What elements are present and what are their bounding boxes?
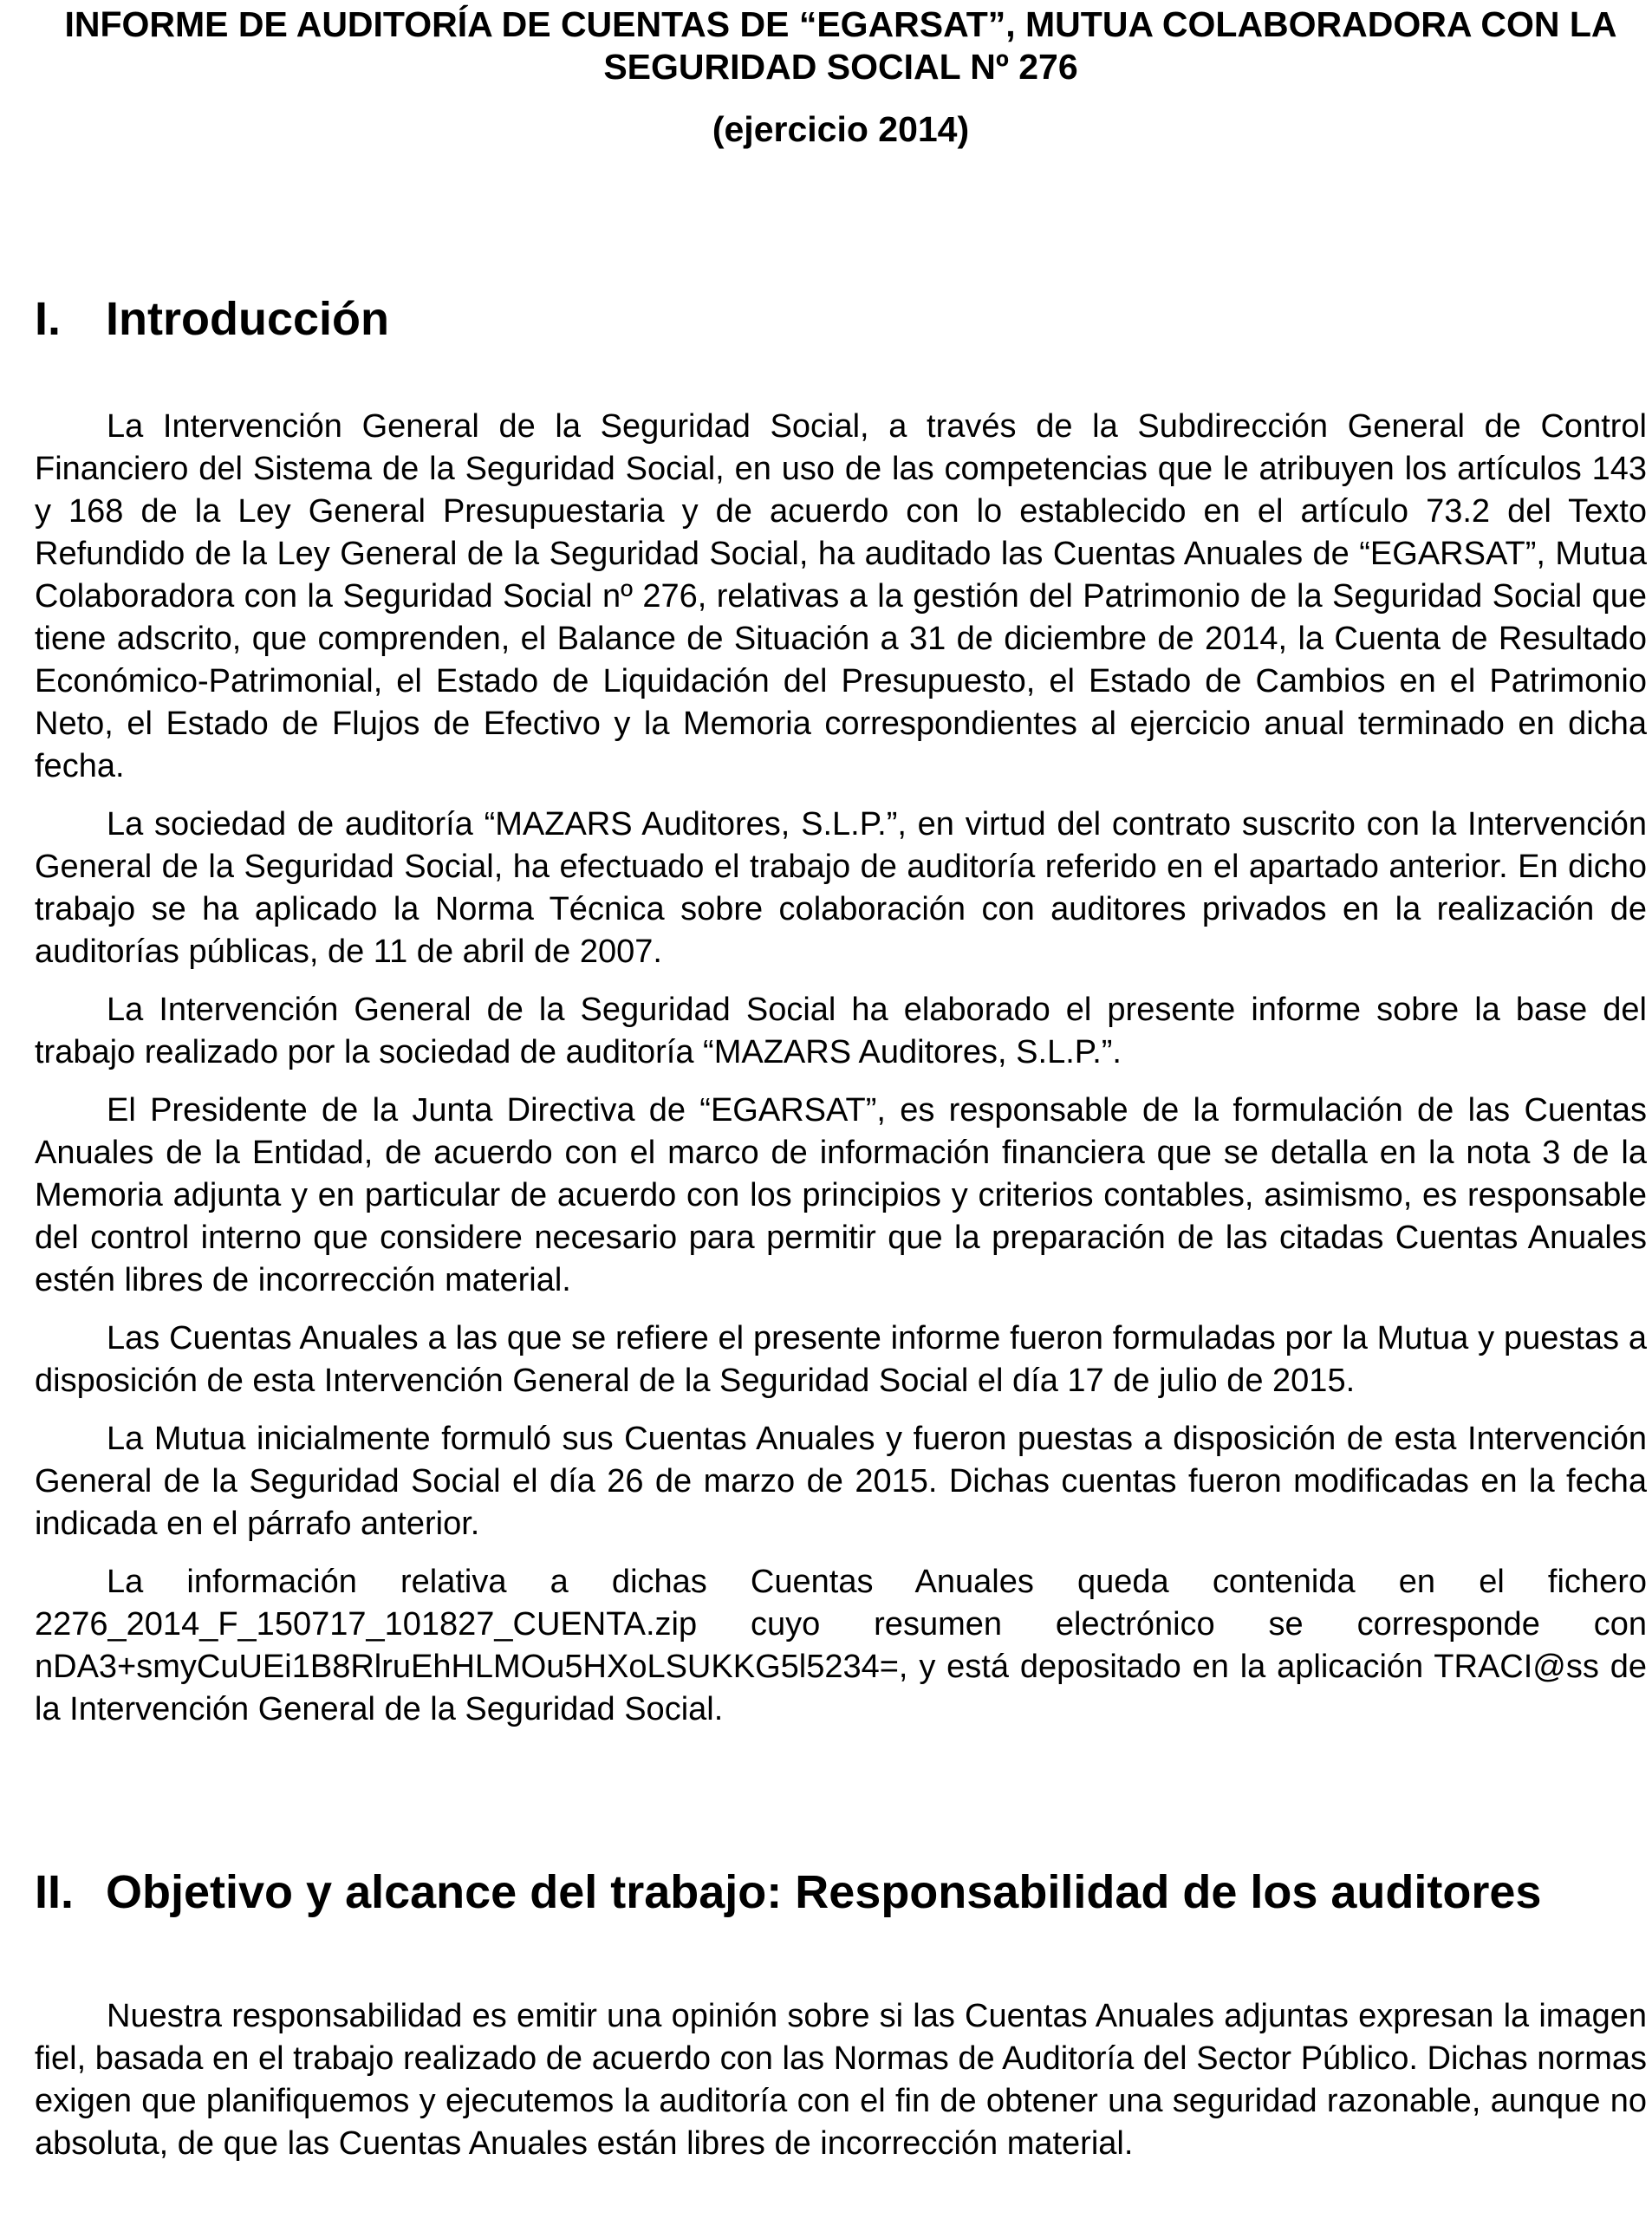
section-body-objetivo-alcance: [35, 1995, 1647, 2165]
document-page: [35, 0, 1647, 2181]
document-subtitle: (ejercicio 2014): [712, 109, 970, 149]
paragraph: Las Cuentas Anuales a las que se refiere el presente informe fueron formuladas por la Mutua y puestas a disposición de esta Intervención General de la Seguridad Social el día 17 de julio de 2015.: [35, 1320, 1647, 1399]
section-heading-objetivo-alcance: [35, 1864, 1647, 1920]
paragraph: La Mutua inicialmente formuló sus Cuentas Anuales y fueron puestas a disposición de esta Intervención General de la Seguridad Social el día 26 de marzo de 2015. Dichas cuentas fueron modificadas en la fecha indicada en el párrafo anterior.: [35, 1421, 1647, 1542]
section-body-introduccion: [35, 406, 1647, 1731]
paragraph: Nuestra responsabilidad es emitir una opinión sobre si las Cuentas Anuales adjuntas expresan la imagen fiel, basada en el trabajo realizado de acuerdo con las Normas de Auditoría del Sector Público. Dichas normas exigen que planifiquemos y ejecutemos la auditoría con el fin de obtener una seguridad razonable, aunque no absoluta, de que las Cuentas Anuales están libres de incorrección material.: [35, 1998, 1647, 2162]
paragraph: La información relativa a dichas Cuentas Anuales queda contenida en el fichero 2276_2014_F_150717_101827_CUENTA.zip cuyo resumen electrónico se corresponde con nDA3+smyCuUEi1B8RlruEhHLMOu5HXoLSUKKG5l5234=, y está depositado en la aplicación TRACI@ss de la Intervención General de la Seguridad Social.: [35, 1564, 1647, 1727]
section-heading-introduccion: [35, 291, 1647, 347]
section-number: I.: [35, 293, 62, 345]
section-title: Objetivo y alcance del trabajo: Responsabilidad de los auditores: [106, 1866, 1542, 1918]
section-title: Introducción: [106, 293, 389, 345]
paragraph: La Intervención General de la Seguridad Social ha elaborado el presente informe sobre la base del trabajo realizado por la sociedad de auditoría “MAZARS Auditores, S.L.P.”.: [35, 992, 1647, 1070]
paragraph: El Presidente de la Junta Directiva de “EGARSAT”, es responsable de la formulación de las Cuentas Anuales de la Entidad, de acuerdo con el marco de información financiera que se detalla en la nota 3 de la Memoria adjunta y en particular de acuerdo con los principios y criterios contables, asimismo, es responsable del control interno que considere necesario para permitir que la preparación de las citadas Cuentas Anuales estén libres de incorrección material.: [35, 1092, 1647, 1298]
paragraph: La Intervención General de la Seguridad Social, a través de la Subdirección General de Control Financiero del Sistema de la Seguridad Social, en uso de las competencias que le atribuyen los artículos 143 y 168 de la Ley General Presupuestaria y de acuerdo con lo establecido en el artículo 73.2 del Texto Refundido de la Ley General de la Seguridad Social, ha auditado las Cuentas Anuales de “EGARSAT”, Mutua Colaboradora con la Seguridad Social nº 276, relativas a la gestión del Patrimonio de la Seguridad Social que tiene adscrito, que comprenden, el Balance de Situación a 31 de diciembre de 2014, la Cuenta de Resultado Económico-Patrimonial, el Estado de Liquidación del Presupuesto, el Estado de Cambios en el Patrimonio Neto, el Estado de Flujos de Efectivo y la Memoria correspondientes al ejercicio anual terminado en dicha fecha.: [35, 408, 1647, 784]
section-number: II.: [35, 1866, 75, 1918]
paragraph: La sociedad de auditoría “MAZARS Auditores, S.L.P.”, en virtud del contrato suscrito con la Intervención General de la Seguridad Social, ha efectuado el trabajo de auditoría referido en el apartado anterior. En dicho trabajo se ha aplicado la Norma Técnica sobre colaboración con auditores privados en la realización de auditorías públicas, de 11 de abril de 2007.: [35, 806, 1647, 970]
document-title: INFORME DE AUDITORÍA DE CUENTAS DE “EGARSAT”, MUTUA COLABORADORA CON LA SEGURIDAD SOCIAL Nº 276: [64, 4, 1617, 87]
